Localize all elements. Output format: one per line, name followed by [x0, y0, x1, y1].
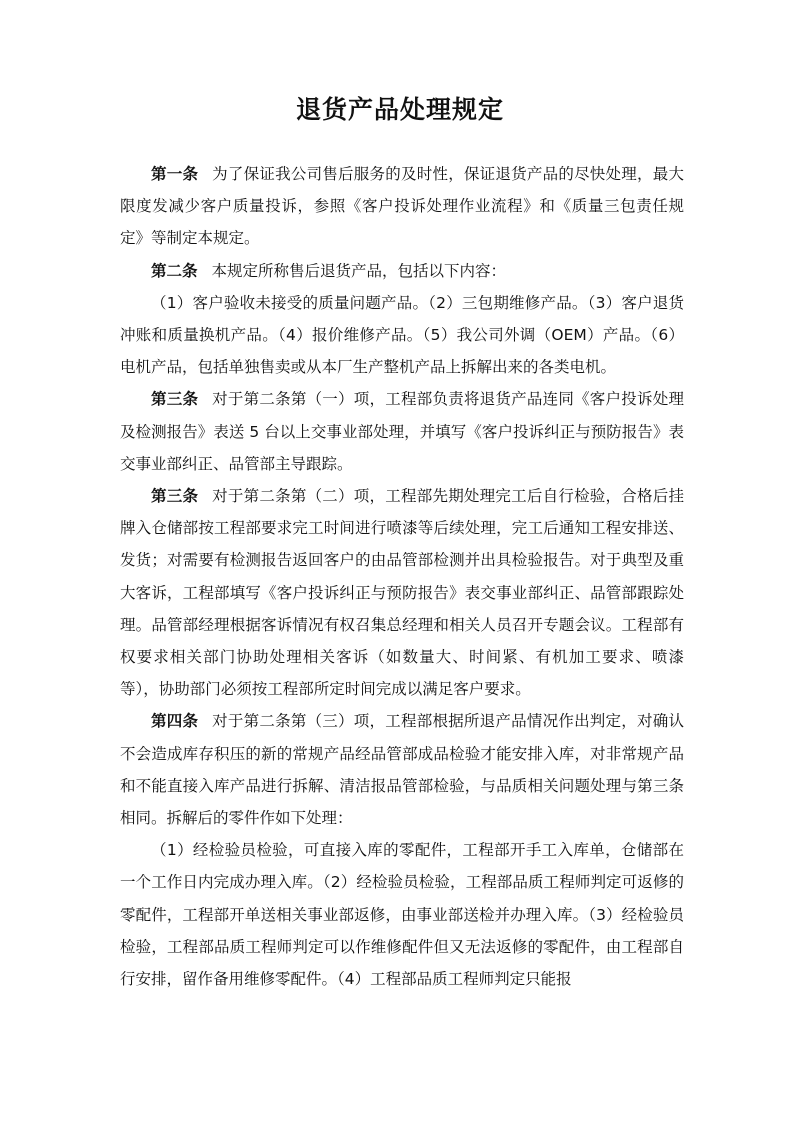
article-4-paragraph — [120, 705, 684, 834]
article-3a-paragraph — [120, 383, 684, 480]
document-body — [120, 158, 684, 995]
document-title: 退货产品处理规定 — [295, 95, 504, 124]
article-3a-text: 对于第二条第（一）项，工程部负责将退货产品连同《客户投诉处理及检测报告》表送 5 台以上交事业部处理，并填写《客户投诉纠正与预防报告》表交事业部纠正、品管部主导跟踪。 — [120, 390, 684, 473]
article-4-items-text: （1）经检验员检验，可直接入库的零配件，工程部开手工入库单，仓储部在一个工作日内完成办理入库。（2）经检验员检验，工程部品质工程师判定可返修的零配件，工程部开单送相关事业部返修，由事业部送检并办理入库。（3）经检验员检验，工程部品质工程师判定可以作维修配件但又无法返修的零配件，由工程部自行安排，留作备用维修零配件。（4）工程部品质工程师判定只能报 — [120, 841, 684, 989]
article-2-text: 本规定所称售后退货产品，包括以下内容： — [211, 261, 506, 280]
article-2-paragraph — [120, 255, 684, 287]
article-1-text: 为了保证我公司售后服务的及时性，保证退货产品的尽快处理，最大限度发减少客户质量投诉，参照《客户投诉处理作业流程》和《质量三包责任规定》等制定本规定。 — [120, 165, 684, 248]
article-3a-label: 第三条 — [151, 390, 199, 409]
article-2-label: 第二条 — [151, 261, 198, 280]
article-1-label: 第一条 — [151, 165, 199, 183]
article-4-text: 对于第二条第（三）项，工程部根据所退产品情况作出判定，对确认不会造成库存积压的新的常规产品经品管部成品检验才能安排入库，对非常规产品和不能直接入库产品进行拆解、清洁报品管部检验，与品质相关问题处理与第三条相同。拆解后的零件作如下处理： — [120, 712, 684, 828]
article-4-items-paragraph — [120, 834, 684, 995]
article-3b-label: 第三条 — [151, 487, 199, 506]
article-1-paragraph — [120, 158, 684, 255]
article-2-items-paragraph — [120, 287, 684, 384]
article-2-items-text: （1）客户验收未接受的质量问题产品。（2）三包期维修产品。（3）客户退货冲账和质量换机产品。（4）报价维修产品。（5）我公司外调（OEM）产品。（6）电机产品，包括单独售卖或从本厂生产整机产品上拆解出来的各类电机。 — [120, 293, 684, 377]
article-3b-paragraph — [120, 480, 684, 705]
article-3b-text: 对于第二条第（二）项，工程部先期处理完工后自行检验，合格后挂牌入仓储部按工程部要求完工时间进行喷漆等后续处理，完工后通知工程安排送、发货；对需要有检测报告返回客户的由品管部检测并出具检验报告。对于典型及重大客诉，工程部填写《客户投诉纠正与预防报告》表交事业部纠正、品管部跟踪处理。品管部经理根据客诉情况有权召集总经理和相关人员召开专题会议。工程部有权要求相关部门协助处理相关客诉（如数量大、时间紧、有机加工要求、喷漆等），协助部门必须按工程部所定时间完成以满足客户要求。 — [120, 487, 684, 699]
article-4-label: 第四条 — [151, 712, 199, 731]
